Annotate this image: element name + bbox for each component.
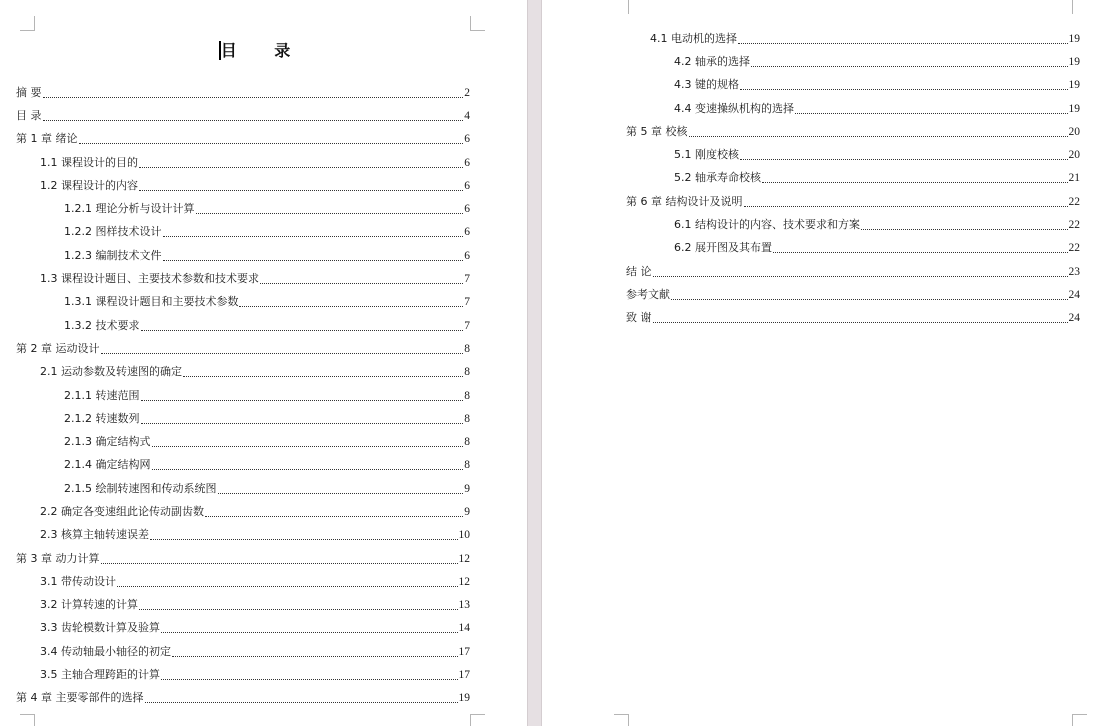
toc-entry[interactable] [626, 50, 1080, 73]
toc-entry[interactable] [16, 267, 470, 290]
toc-entry-label: 1.2.1 理论分析与设计计算 [64, 202, 195, 216]
toc-dot-leader [689, 127, 1068, 137]
toc-entry[interactable] [16, 663, 470, 686]
toc-entry[interactable] [626, 213, 1080, 236]
toc-dot-leader [163, 227, 464, 237]
toc-entry-page-number: 20 [1068, 125, 1080, 138]
toc-dot-leader [260, 274, 463, 284]
toc-dot-leader [101, 344, 464, 354]
toc-entry[interactable] [16, 640, 470, 663]
toc-entry[interactable] [16, 221, 470, 244]
margin-corner-top-right [470, 16, 485, 31]
toc-entry-label: 摘 要 [16, 85, 42, 99]
toc-entry-page-number: 12 [458, 552, 470, 565]
toc-entry-label: 致 谢 [626, 311, 652, 325]
toc-entry[interactable] [16, 594, 470, 617]
toc-entry-label: 4.3 键的规格 [674, 78, 739, 92]
toc-entry[interactable] [626, 97, 1080, 120]
toc-entry[interactable] [16, 174, 470, 197]
toc-entry[interactable] [16, 244, 470, 267]
toc-dot-leader [762, 173, 1068, 183]
toc-entry[interactable] [16, 617, 470, 640]
toc-entry-label: 第 3 章 动力计算 [16, 551, 100, 565]
toc-entry-label: 1.2.2 图样技术设计 [64, 225, 162, 239]
toc-entry[interactable] [16, 454, 470, 477]
toc-entry-label: 4.4 变速操纵机构的选择 [674, 101, 794, 115]
toc-entry[interactable] [16, 197, 470, 220]
toc-entry-page-number: 6 [464, 226, 470, 239]
toc-entry-label: 3.3 齿轮模数计算及验算 [40, 621, 160, 635]
toc-title[interactable]: 目 录 [220, 41, 307, 60]
toc-entry-page-number: 8 [464, 459, 470, 472]
margin-corner-bottom-right [1072, 714, 1087, 726]
toc-entry-page-number: 19 [1068, 79, 1080, 92]
toc-dot-leader [738, 34, 1068, 44]
toc-entry-page-number: 6 [464, 249, 470, 262]
margin-corner-bottom-left [614, 714, 629, 726]
toc-entry-label: 第 1 章 绪论 [16, 132, 78, 146]
toc-entry-label: 3.4 传动轴最小轴径的初定 [40, 644, 171, 658]
toc-dot-leader [79, 134, 464, 144]
page-gap [527, 0, 542, 726]
toc-entry[interactable] [626, 74, 1080, 97]
margin-corner-top-left [20, 16, 35, 31]
toc-entry-label: 第 2 章 运动设计 [16, 341, 100, 355]
toc-entry-label: 1.2.3 编制技术文件 [64, 248, 162, 262]
toc-dot-leader [653, 313, 1068, 323]
toc-dot-leader [141, 321, 464, 331]
toc-dot-leader [671, 290, 1068, 300]
toc-entry[interactable] [16, 81, 470, 104]
toc-dot-leader [139, 600, 458, 610]
toc-entry-page-number: 14 [458, 622, 470, 635]
toc-entry-label: 2.1.4 确定结构网 [64, 458, 151, 472]
toc-entry-page-number: 8 [464, 436, 470, 449]
toc-dot-leader [861, 220, 1068, 230]
toc-entry-page-number: 23 [1068, 265, 1080, 278]
toc-entry-page-number: 20 [1068, 149, 1080, 162]
toc-dot-leader [141, 414, 464, 424]
toc-entry[interactable] [626, 120, 1080, 143]
toc-entry-label: 3.1 带传动设计 [40, 574, 116, 588]
toc-entry[interactable] [16, 524, 470, 547]
toc-entry-page-number: 7 [464, 296, 470, 309]
toc-entry-label: 1.3 课程设计题目、主要技术参数和技术要求 [40, 272, 259, 286]
toc-entry-page-number: 21 [1068, 172, 1080, 185]
toc-entry-page-number: 19 [1068, 32, 1080, 45]
toc-entry-page-number: 2 [464, 86, 470, 99]
toc-entry-page-number: 24 [1068, 288, 1080, 301]
toc-entry-label: 1.3.1 课程设计题目和主要技术参数 [64, 295, 239, 309]
toc-entry[interactable] [626, 167, 1080, 190]
toc-entry-label: 2.1.1 转速范围 [64, 388, 140, 402]
toc-dot-leader [139, 158, 463, 168]
toc-entry-label: 第 4 章 主要零部件的选择 [16, 691, 144, 705]
toc-entry-label: 2.3 核算主轴转速误差 [40, 528, 149, 542]
toc-dot-leader [172, 647, 458, 657]
toc-entry[interactable] [16, 500, 470, 523]
toc-entry-page-number: 6 [464, 179, 470, 192]
toc-entry-label: 5.1 刚度校核 [674, 148, 739, 162]
toc-entry-page-number: 19 [458, 692, 470, 705]
toc-entry-page-number: 6 [464, 203, 470, 216]
margin-corner-bottom-right [470, 714, 485, 726]
toc-entry[interactable] [16, 314, 470, 337]
toc-dot-leader [117, 577, 458, 587]
toc-entry-label: 第 6 章 结构设计及说明 [626, 194, 743, 208]
toc-entry[interactable] [626, 237, 1080, 260]
toc-dot-leader [161, 623, 458, 633]
toc-entry-label: 5.2 轴承寿命校核 [674, 171, 761, 185]
toc-entry-page-number: 17 [458, 645, 470, 658]
toc-dot-leader [163, 251, 464, 261]
toc-dot-leader [141, 391, 464, 401]
toc-list-right [626, 27, 1080, 330]
toc-entry-page-number: 22 [1068, 219, 1080, 232]
toc-entry[interactable] [16, 291, 470, 314]
toc-entry-label: 6.1 结构设计的内容、技术要求和方案 [674, 218, 860, 232]
toc-entry-page-number: 19 [1068, 55, 1080, 68]
toc-entry[interactable] [16, 128, 470, 151]
toc-entry-label: 2.1.2 转速数列 [64, 411, 140, 425]
toc-entry[interactable] [626, 143, 1080, 166]
toc-entry-label: 1.2 课程设计的内容 [40, 178, 138, 192]
toc-entry[interactable] [16, 407, 470, 430]
toc-entry-label: 2.1.3 确定结构式 [64, 435, 151, 449]
toc-dot-leader [795, 104, 1068, 114]
toc-entry-label: 2.2 确定各变速组此论传动副齿数 [40, 504, 204, 518]
toc-entry[interactable] [16, 687, 470, 710]
toc-entry-label: 1.3.2 技术要求 [64, 318, 140, 332]
toc-dot-leader [161, 670, 458, 680]
toc-entry-page-number: 9 [464, 505, 470, 518]
toc-entry-label: 3.5 主轴合理跨距的计算 [40, 668, 160, 682]
toc-dot-leader [740, 150, 1068, 160]
toc-dot-leader [653, 267, 1068, 277]
toc-entry-label: 2.1.5 绘制转速图和传动系统图 [64, 481, 217, 495]
toc-dot-leader [145, 693, 458, 703]
toc-dot-leader [239, 297, 463, 307]
margin-corner-top-left [614, 0, 629, 14]
toc-entry-page-number: 6 [464, 156, 470, 169]
toc-dot-leader [101, 554, 458, 564]
toc-dot-leader [196, 204, 464, 214]
toc-entry-label: 2.1 运动参数及转速图的确定 [40, 365, 182, 379]
toc-entry-label: 目 录 [16, 108, 42, 122]
toc-entry-page-number: 8 [464, 342, 470, 355]
toc-entry[interactable] [16, 547, 470, 570]
toc-entry-page-number: 24 [1068, 312, 1080, 325]
toc-entry[interactable] [626, 190, 1080, 213]
toc-dot-leader [218, 484, 464, 494]
toc-entry-label: 4.1 电动机的选择 [650, 31, 737, 45]
toc-dot-leader [183, 367, 463, 377]
toc-dot-leader [205, 507, 463, 517]
toc-entry[interactable] [16, 361, 470, 384]
toc-dot-leader [43, 88, 464, 98]
toc-dot-leader [740, 80, 1068, 90]
toc-entry-page-number: 7 [464, 319, 470, 332]
toc-entry[interactable] [626, 260, 1080, 283]
toc-entry-page-number: 17 [458, 669, 470, 682]
toc-entry[interactable] [626, 283, 1080, 306]
toc-entry[interactable] [16, 570, 470, 593]
toc-entry-page-number: 7 [464, 273, 470, 286]
toc-entry[interactable] [16, 430, 470, 453]
toc-entry[interactable] [16, 477, 470, 500]
toc-dot-leader [43, 111, 464, 121]
toc-dot-leader [150, 530, 458, 540]
toc-entry-page-number: 8 [464, 412, 470, 425]
margin-corner-bottom-left [20, 714, 35, 726]
margin-corner-top-right [1072, 0, 1087, 14]
toc-entry-page-number: 13 [458, 599, 470, 612]
toc-list-left [16, 81, 470, 710]
toc-entry-label: 参考文献 [626, 287, 670, 301]
toc-entry[interactable] [16, 384, 470, 407]
toc-entry-label: 第 5 章 校核 [626, 124, 688, 138]
toc-entry-page-number: 6 [464, 133, 470, 146]
toc-entry[interactable] [626, 307, 1080, 330]
toc-entry-page-number: 22 [1068, 195, 1080, 208]
toc-dot-leader [773, 243, 1068, 253]
toc-entry-label: 6.2 展开图及其布置 [674, 241, 772, 255]
toc-dot-leader [744, 197, 1068, 207]
toc-entry-page-number: 10 [458, 529, 470, 542]
toc-entry[interactable] [626, 27, 1080, 50]
toc-dot-leader [152, 460, 464, 470]
toc-entry-page-number: 12 [458, 575, 470, 588]
toc-entry-page-number: 8 [464, 366, 470, 379]
toc-entry-label: 3.2 计算转速的计算 [40, 598, 138, 612]
toc-entry-label: 结 论 [626, 264, 652, 278]
toc-dot-leader [139, 181, 463, 191]
toc-entry-page-number: 9 [464, 482, 470, 495]
toc-entry-page-number: 22 [1068, 242, 1080, 255]
toc-dot-leader [751, 57, 1068, 67]
toc-entry-page-number: 4 [464, 109, 470, 122]
toc-entry-label: 4.2 轴承的选择 [674, 54, 750, 68]
toc-entry-page-number: 19 [1068, 102, 1080, 115]
toc-entry[interactable] [16, 151, 470, 174]
toc-entry[interactable] [16, 104, 470, 127]
toc-dot-leader [152, 437, 464, 447]
toc-entry-label: 1.1 课程设计的目的 [40, 155, 138, 169]
toc-entry[interactable] [16, 337, 470, 360]
toc-entry-page-number: 8 [464, 389, 470, 402]
